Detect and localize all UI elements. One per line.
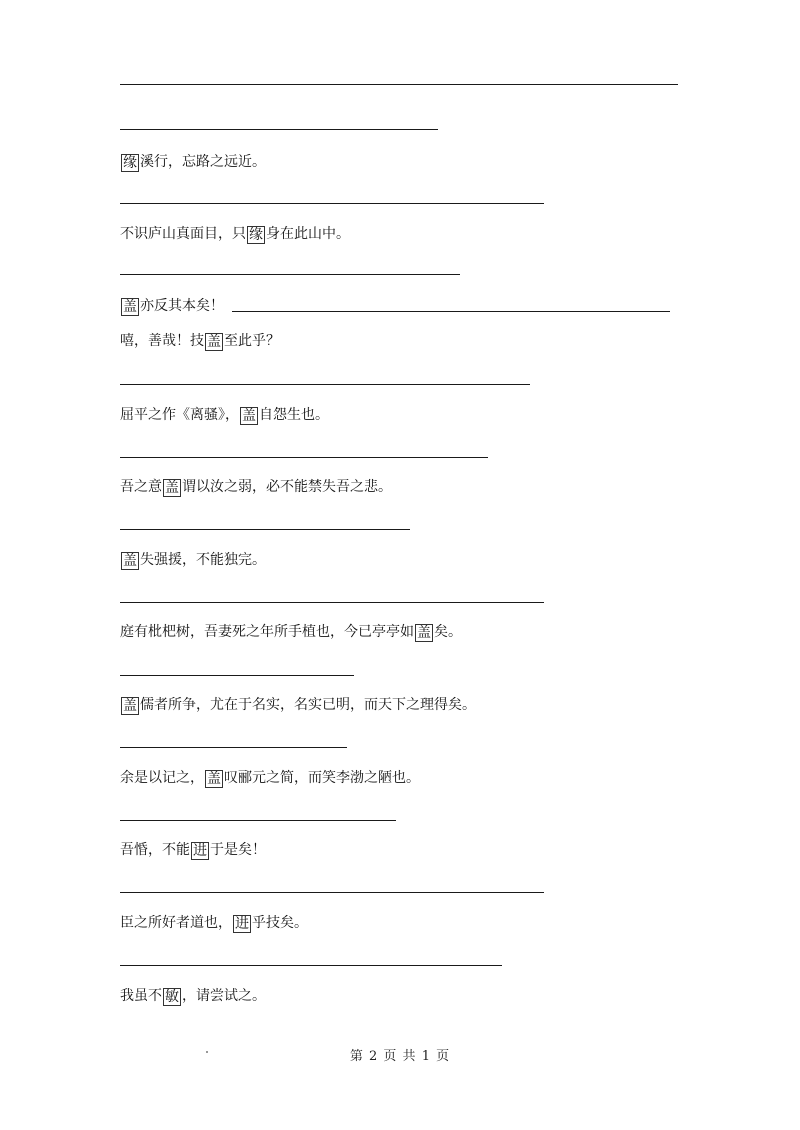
- sentence-text-post: 自怨生也。: [259, 407, 329, 423]
- sentence-text-pre: 庭有枇杷树，吾妻死之年所手植也，今已亭亭如: [120, 624, 414, 640]
- sentence-text-pre: 臣之所好者道也，: [120, 915, 232, 931]
- highlighted-char: 盖: [123, 553, 137, 569]
- sentence-text-post: 矣。: [434, 624, 462, 640]
- sentence-row-2: [120, 224, 350, 244]
- answer-line[interactable]: [120, 675, 354, 676]
- highlighted-char: 敏: [165, 989, 179, 1005]
- sentence-text-post: 儒者所争，尤在于名实，名实已明，而天下之理得矣。: [140, 697, 476, 713]
- highlighted-char: 盖: [123, 698, 137, 714]
- sentence-text-post: 亦反其本矣！: [140, 298, 224, 314]
- answer-line[interactable]: [120, 747, 347, 748]
- sentence-row-3: [120, 296, 670, 316]
- answer-line[interactable]: [120, 892, 544, 893]
- answer-line[interactable]: [120, 457, 488, 458]
- sentence-text-post: 于是矣！: [210, 842, 266, 858]
- answer-line[interactable]: [120, 384, 530, 385]
- highlighted-char: 进: [235, 916, 249, 932]
- sentence-text-post: 乎技矣。: [252, 915, 308, 931]
- sentence-row-1: [120, 152, 266, 172]
- answer-line[interactable]: [120, 129, 438, 130]
- sentence-row-11: [120, 840, 266, 860]
- sentence-row-12: [120, 913, 308, 933]
- sentence-row-7: [120, 550, 266, 570]
- sentence-row-10: [120, 768, 420, 788]
- highlighted-char: 进: [193, 843, 207, 859]
- page-footer: 第 2 页 共 1 页: [349, 1049, 451, 1064]
- answer-line[interactable]: [120, 274, 460, 275]
- sentence-row-8: [120, 622, 462, 642]
- highlighted-char: 盖: [123, 299, 137, 315]
- highlighted-char: 盖: [165, 480, 179, 496]
- sentence-text-post: 身在此山中。: [266, 226, 350, 242]
- sentence-row-13: [120, 986, 266, 1006]
- highlighted-char: 缘: [249, 227, 263, 243]
- sentence-text-pre: 吾惛，不能: [120, 842, 190, 858]
- highlighted-char: 盖: [207, 771, 221, 787]
- sentence-text-pre: 我虽不: [120, 988, 162, 1004]
- sentence-row-4: [120, 331, 280, 351]
- sentence-row-5: [120, 405, 329, 425]
- highlighted-char: 缘: [123, 155, 137, 171]
- highlighted-char: 盖: [207, 334, 221, 350]
- answer-line[interactable]: [120, 529, 410, 530]
- answer-line[interactable]: [120, 602, 544, 603]
- sentence-text-post: 叹郦元之简，而笑李渤之陋也。: [224, 770, 420, 786]
- answer-line[interactable]: [120, 203, 544, 204]
- highlighted-char: 盖: [417, 625, 431, 641]
- sentence-text-pre: 嘻，善哉！技: [120, 333, 204, 349]
- sentence-text-post: ，请尝试之。: [182, 988, 266, 1004]
- highlighted-char: 盖: [242, 408, 256, 424]
- sentence-text-post: 至此乎？: [224, 333, 280, 349]
- answer-line[interactable]: [120, 820, 396, 821]
- sentence-text-pre: 吾之意: [120, 479, 162, 495]
- sentence-row-9: [120, 695, 476, 715]
- answer-line[interactable]: [120, 965, 502, 966]
- answer-line[interactable]: [232, 311, 670, 312]
- sentence-text-post: 溪行，忘路之远近。: [140, 154, 266, 170]
- sentence-text-pre: 不识庐山真面目，只: [120, 226, 246, 242]
- sentence-text-post: 谓以汝之弱，必不能禁失吾之悲。: [182, 479, 392, 495]
- sentence-text-post: 失强援，不能独完。: [140, 552, 266, 568]
- sentence-text-pre: 余是以记之，: [120, 770, 204, 786]
- sentence-row-6: [120, 477, 392, 497]
- sentence-text-pre: 屈平之作《离骚》，: [120, 407, 239, 423]
- answer-line[interactable]: [120, 84, 678, 85]
